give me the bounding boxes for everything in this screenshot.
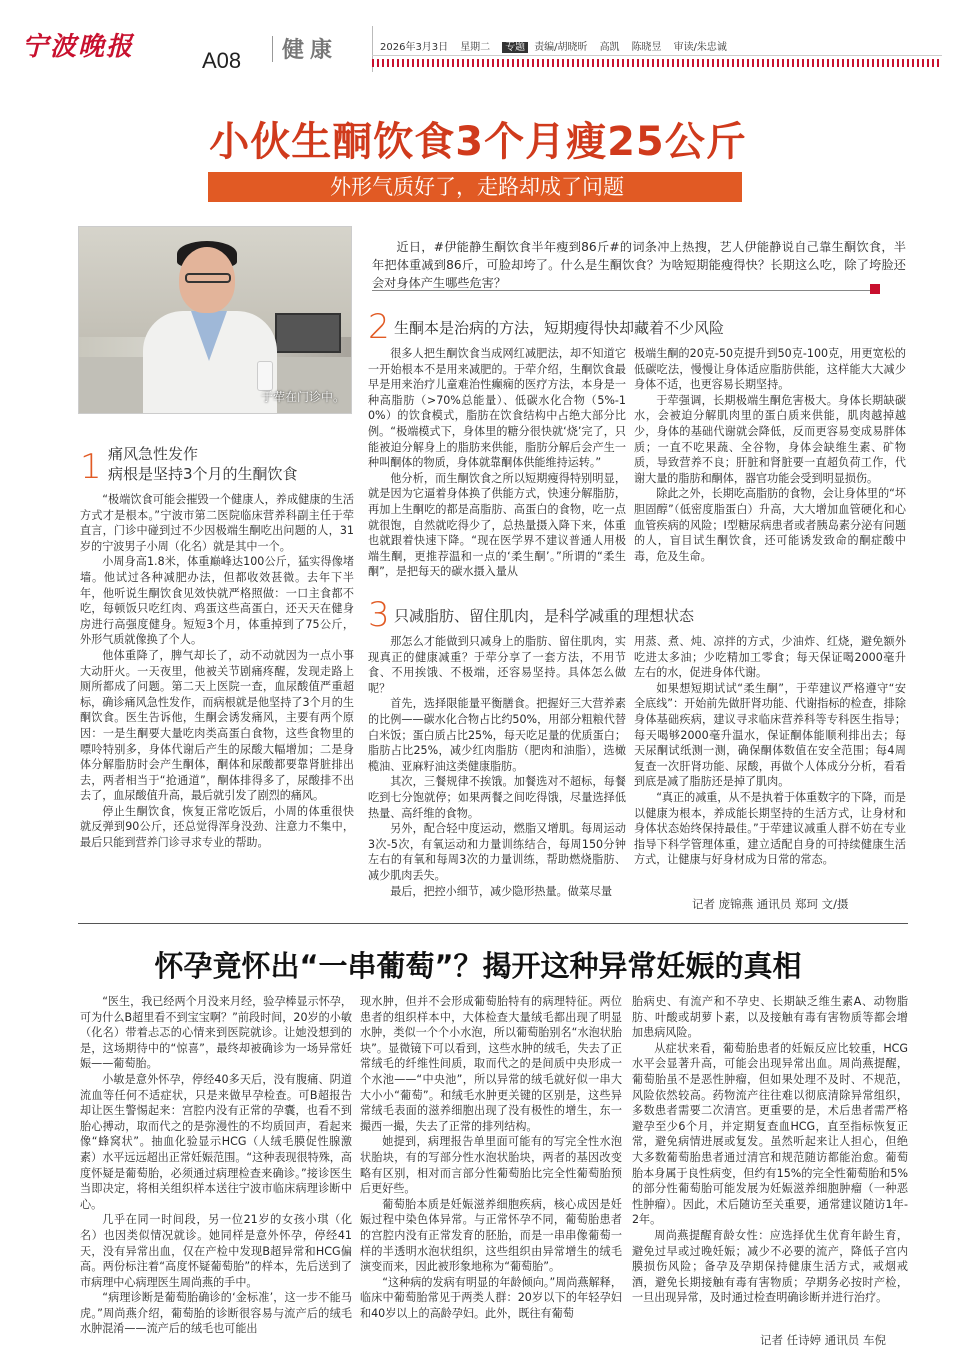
article2-body: “医生，我已经两个月没来月经，验孕棒显示怀孕，可为什么B超里看不到宝宝啊？”前段时间，20岁的小敏（化名）带着忐忑的心情来到医院就诊。让她没想到的是，这场期待中的“惊喜”，最终却被确诊为一场异常妊娠——葡萄胎。 小敏是意外怀孕，停经40多天后，没有腹痛、阴道流血等任何不适症状，只是来做早孕检查。可B超报告却让医生警惕起来：宫腔内没有正常的孕囊，也看不到胎心搏动，取而代之的是弥漫性的不均质回声，看起来像“蜂窝状”。抽血化验显示HCG（人绒毛膜促性腺激素）水平远远超出正常妊娠范围。“这种表现很特殊，高度怀疑是葡萄胎，必须通过病理检查来确诊。”接诊医生当即决定，将相关组织样本送往宁波市临床病理诊断中心。 几乎在同一时间段，另一位21岁的女孩小琪（化名）也因类似情况就诊。她同样是意外怀孕，停经41天，没有异常出血，仅在产检中发现B超异常和HCG偏高。两份标注着“高度怀疑葡萄胎”的样本，先后送到了市病理中心病理医生周尚燕的手中。 “病理诊断是葡萄胎确诊的‘金标准’，这一步不能马虎。”周尚燕介绍，葡萄胎的诊断很容易与流产后的绒毛水肿混淆——流产后的绒毛也可能出 bbox=[80, 995, 352, 1336]
article-intro: 近日，#伊能静生酮饮食半年瘦到86斤#的词条冲上热搜，艺人伊能静说自己靠生酮饮食，半年把体重减到86斤，可脸却垮了。什么是生酮饮食？为啥短期能瘦得快？长期这么吃，除了垮脸还会对身体产生哪些危害？ bbox=[372, 240, 906, 290]
section1-body: “极端饮食可能会摧毁一个健康人，养成健康的生活方式才是根本。”宁波市第二医院临床营养科副主任于荦直言，门诊中碰到过不少因极端生酮吃出问题的人，31岁的宁波男子小周（化名）就是其中一个。 小周身高1.8米，体重巅峰达100公斤，猛实得像堵墙。他试过各种减肥办法，但都收效甚微。去年下半年，他听说生酮饮食见效快就严格照做：一口主食都不吃，每顿饭只吃红肉、鸡蛋这些高蛋白，还天天在健身房进行高强度健身。短短3个月，体重掉到了75公斤，外形气质就像换了个人。 他体重降了，脾气却长了，动不动就因为一点小事大动肝火。一天夜里，他被关节剧痛疼醒，发现走路上厕所都成了问题。第二天上医院一查，血尿酸值严重超标，确诊痛风急性发作，而病根就是他坚持了3个月的生酮饮食。医生告诉他，生酮会诱发痛风，主要有两个原因：一是生酮要大量吃肉类高蛋白食物，这些食物里的嘌呤特别多，身体代谢后产生的尿酸大幅增加；二是身体分解脂肪时会产生酮体，酮体和尿酸都要靠肾脏排出去，两者相当于“抢通道”，酮体排得多了，尿酸排不出去了，血尿酸值升高，最后就引发了剧烈的痛风。 停止生酮饮食，恢复正常吃饭后，小周的体重很快就反弹到90公斤，还总觉得浑身没劲、注意力不集中，最后只能到营养门诊寻求专业的帮助。 bbox=[80, 493, 354, 850]
article-divider bbox=[78, 923, 908, 924]
section2-body: 极端生酮的20克-50克提升到50克-100克，用更宽松的低碳吃法，慢慢让身体适应脂肪供能，这样能大大减少身体不适，也更容易长期坚持。 于荦强调，长期极端生酮危害极大。身体长期缺碳水，会被迫分解肌肉里的蛋白质来供能，肌肉越掉越少，身体的基础代谢就会降低，反而更容易变成易胖体质；一直不吃果蔬、全谷物，身体会缺维生素、矿物质，导致营养不良；肝脏和肾脏要一直超负荷工作，代谢大量的脂肪和酮体，器官功能会受到明显损伤。 除此之外，长期吃高脂肪的食物，会让身体里的“坏胆固醇”（低密度脂蛋白）升高，大大增加血管硬化和心血管疾病的风险；I型糖尿病患者或者胰岛素分泌有问题的人，盲目试生酮饮食，还可能诱发致命的酮症酸中毒，危及生命。 bbox=[634, 347, 906, 563]
article2-body: 现水肿，但并不会形成葡萄胎特有的病理特征。两位患者的组织样本中，大体检查大量绒毛都出现了明显水肿，类似一个个小水泡，所以葡萄胎别名“水泡状胎块”。显微镜下可以看到，这些水肿的绒毛，失去了正常绒毛的纤维性间质，取而代之的是间质中央形成一个水池——“中央池”，所以异常的绒毛就好似一串大大小小“葡萄”。和绒毛水肿更关键的区别是，这些异常绒毛表面的滋养细胞出现了没有极性的增生，东一撮西一撮，失去了正常的排列结构。 她提到，病理报告单里面可能有的写完全性水泡状胎块，有的写部分性水泡状胎块，两者的基因改变略有区别，相对而言部分性葡萄胎比完全性葡萄胎预后更好些。 葡萄胎本质是妊娠滋养细胞疾病，核心成因是妊娠过程中染色体异常。与正常怀孕不同，葡萄胎患者的宫腔内没有正常发育的胚胎，而是一串串像葡萄一样的半透明水泡状组织，这些组织由异常增生的绒毛演变而来，因此被形象地称为“葡萄胎”。 “这种病的发病有明显的年龄倾向。”周尚燕解释，临床中葡萄胎常见于两类人群：20岁以下的年轻孕妇和40岁以上的高龄孕妇。此外，既往有葡萄 bbox=[360, 995, 622, 1320]
section-number: 3 bbox=[368, 595, 390, 635]
article2-body: 胎病史、有流产和不孕史、长期缺乏维生素A、动物脂肪、叶酸或胡萝卜素，以及接触有毒有害物质等都会增加患病风险。 从症状来看，葡萄胎患者的妊娠反应比较重，HCG水平会显著升高，可能会出现异常出血。周尚燕提醒，葡萄胎虽不是恶性肿瘤，但如果处理不及时、不规范，风险依然较高。药物流产往往难以彻底清除异常组织，多数患者需要二次清宫。更重要的是，术后患者需严格避孕至少6个月，并定期复查血HCG，直至指标恢复正常，避免病情进展或复发。虽然听起来让人担心，但绝大多数葡萄胎患者通过清宫和规范随访都能治愈。葡萄胎本身属于良性病变，但约有15%的完全性葡萄胎和5%的部分性葡萄胎可能发展为妊娠滋养细胞肿瘤（一种恶性肿瘤）。因此，术后随访至关重要，通常建议随访1年-2年。 周尚燕提醒育龄女性：应选择优生优育年龄生育，避免过早或过晚妊娠；减少不必要的流产，降低子宫内膜损伤风险；备孕及孕期保持健康生活方式，戒烟戒酒，避免长期接触有毒有害物质；孕期务必按时产检，一旦出现异常，及时通过检查明确诊断并进行治疗。 bbox=[632, 995, 908, 1305]
section-title: 痛风急性发作 bbox=[108, 445, 199, 463]
column-tag: 专题 bbox=[502, 42, 528, 53]
section-name: 健康 bbox=[282, 38, 339, 63]
issue-meta bbox=[380, 38, 739, 53]
headline: 怀孕竟怀出“一串葡萄”？揭开这种异常妊娠的真相 bbox=[154, 949, 802, 983]
section3-body: 用蒸、煮、炖、凉拌的方式，少油炸、红烧，避免额外吃进太多油；少吃精加工零食；每天保证喝2000毫升左右的水，促进身体代谢。 如果想短期试试“柔生酮”，于荦建议严格遵守“安全底线”：开始前先做肝肾功能、代谢指标的检查，排除身体基础疾病，建议寻求临床营养科等专科医生指导；每天喝够2000毫升温水，保证酮体能顺利排出去；每天尿酮试纸测一测，确保酮体数值在安全范围；每4周复查一次肝肾功能、尿酸，再做个人体成分分析，看看到底是减了脂肪还是掉了肌肉。 “真正的减重，从不是执着于体重数字的下降，而是以健康为根本，养成能长期坚持的生活方式，让身材和身体状态始终保持最佳。”于荦建议减重人群不妨在专业指导下科学管理体重，建立适配自身的可持续健康生活方式，让健康与好身材成为日常的常态。 bbox=[634, 635, 906, 867]
subheadline: 外形气质好了，走路却成了问题 bbox=[212, 172, 742, 202]
byline: 记者 庞锦燕 通讯员 郑珂 文/摄 bbox=[692, 897, 849, 911]
section-number: 2 bbox=[368, 307, 390, 347]
intro-rule bbox=[372, 290, 870, 291]
section-title: 病根是坚持3个月的生酮饮食 bbox=[108, 465, 298, 483]
page-number: A08 bbox=[202, 48, 242, 73]
photo-caption: 于荦在门诊中。 bbox=[260, 390, 345, 404]
headline: 小伙生酮饮食3个月瘦25公斤 bbox=[209, 119, 747, 165]
section-title: 生酮本是治病的方法，短期瘦得快却藏着不少风险 bbox=[394, 319, 725, 337]
section2-body: 很多人把生酮饮食当成网红减肥法，却不知道它一开始根本不是用来减肥的。于荦介绍，生酮饮食最早是用来治疗儿童难治性癫痫的医疗方法，本身是一种高脂肪（>70%总能量）、低碳水化合物（5%-10%）的饮食模式，脂肪在饮食结构中占绝大部分比例。“极端模式下，身体里的糖分很快就‘烧’完了，只能被迫分解身上的脂肪来供能，脂肪分解后会产生一种叫酮体的物质，身体就靠酮体供能维持运转。” 他分析，而生酮饮食之所以短期瘦得特别明显，就是因为它逼着身体换了供能方式，快速分解脂肪，再加上生酮吃的都是高脂肪、高蛋白的食物，吃一点就很饱，自然就吃得少了，总热量摄入降下来，体重也就跟着快速下降。“现在医学界不建议普通人用极端生酮，更推荐温和一点的‘柔生酮’。”所谓的“柔生酮”，是把每天的碳水摄入量从 bbox=[368, 347, 626, 579]
divider bbox=[272, 36, 273, 62]
issue-date: 2026年3月3日 bbox=[380, 42, 449, 53]
intro-marker bbox=[870, 284, 880, 294]
header-stripe bbox=[372, 59, 942, 67]
section3-body: 那怎么才能做到只减身上的脂肪、留住肌肉，实现真正的健康减重？于荦分享了一套方法，不用节食、不用挨饿、不极端，还容易坚持。具体怎么做呢？ 首先，选择限能量平衡膳食。把握好三大营养素的比例——碳水化合物占比约50%，用部分粗粮代替白米饭；蛋白质占比25%，每天吃足量的优质蛋白；脂肪占比25%，减少红肉脂肪（肥肉和油脂），选橄榄油、亚麻籽油这类健康脂肪。 其次，三餐规律不挨饿。加餐选对不超标，每餐吃到七分饱就停；如果两餐之间吃得饿，尽量选择低热量、高纤维的食物。 另外，配合轻中度运动，燃脂又增肌。每周运动3次-5次，有氧运动和力量训练结合，每周150分钟左右的有氧和每周3次的力量训练，帮助燃烧脂肪、减少肌肉丢失。 最后，把控小细节，减少隐形热量。做菜尽量 bbox=[368, 635, 626, 898]
section-title: 只减脂肪、留住肌肉，是科学减重的理想状态 bbox=[394, 607, 695, 625]
masthead-logo: 宁波晚报 bbox=[22, 32, 135, 62]
reviewer: 审读/朱忠诚 bbox=[673, 42, 727, 53]
header-rule bbox=[372, 55, 942, 56]
checker: 陈晓昱 bbox=[631, 42, 662, 53]
section-number: 1 bbox=[80, 447, 102, 487]
byline: 记者 任诗婷 通讯员 车倪 bbox=[760, 1333, 886, 1347]
designer: 高凯 bbox=[599, 42, 620, 53]
editor: 责编/胡晓昕 bbox=[534, 42, 588, 53]
issue-weekday: 星期二 bbox=[460, 42, 491, 53]
doctor-photo bbox=[78, 226, 352, 414]
